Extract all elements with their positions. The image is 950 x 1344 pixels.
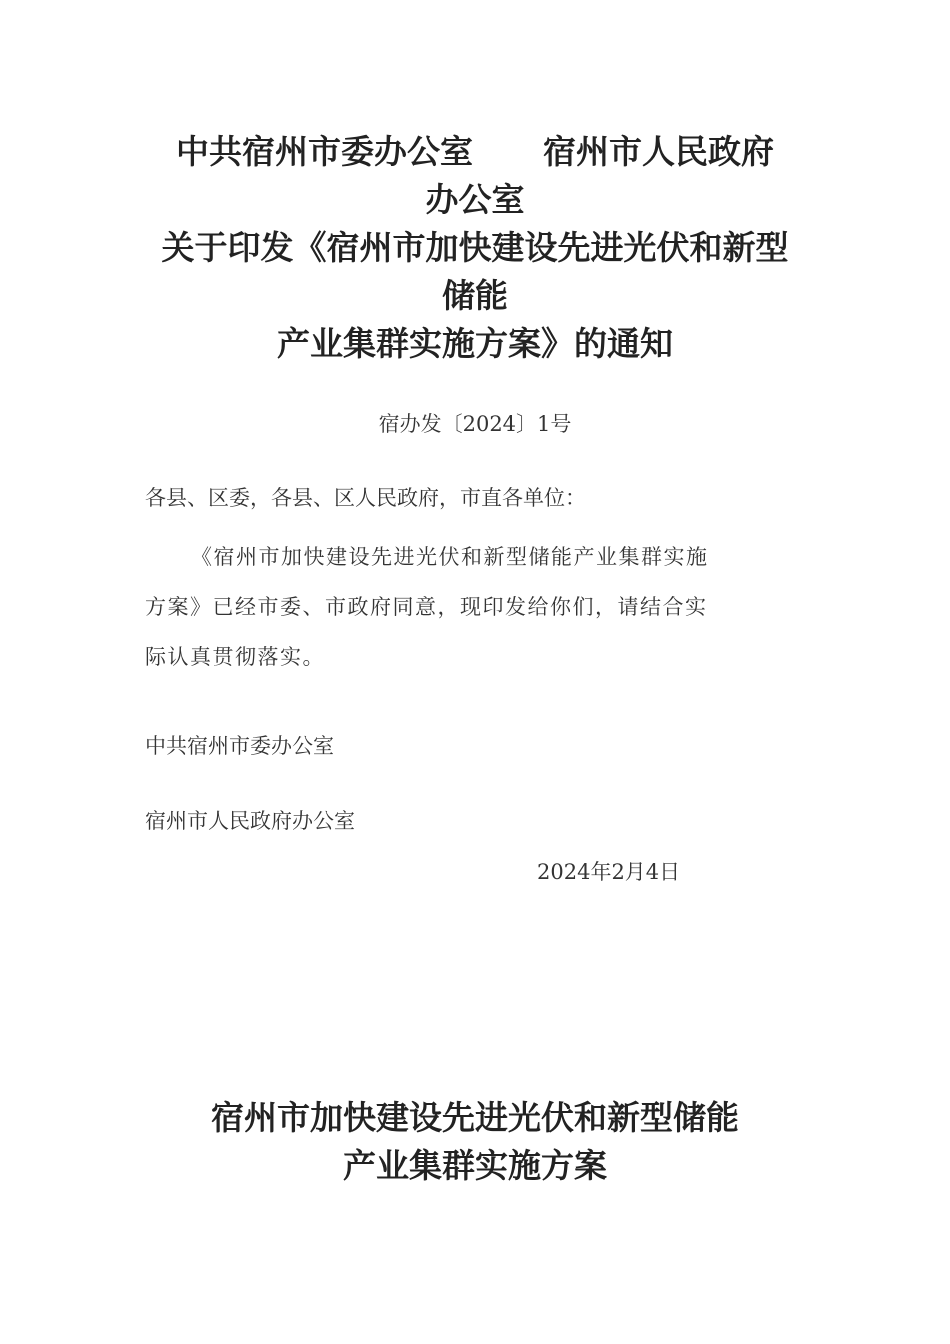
body-line-2: 方案》已经市委、市政府同意，现印发给你们，请结合实 bbox=[145, 595, 708, 619]
notice-title-line-3: 关于印发《宿州市加快建设先进光伏和新型 bbox=[161, 228, 789, 267]
body-line-1: 《宿州市加快建设先进光伏和新型储能产业集群实施 bbox=[191, 545, 709, 569]
notice-title bbox=[145, 128, 805, 368]
signer-party-office: 中共宿州市委办公室 bbox=[145, 734, 334, 758]
notice-title-line-1 bbox=[145, 128, 805, 176]
signer-government-office: 宿州市人民政府办公室 bbox=[145, 809, 355, 833]
body-paragraph bbox=[145, 532, 805, 682]
addressee: 各县、区委，各县、区人民政府，市直各单位： bbox=[145, 486, 586, 510]
plan-title bbox=[145, 1094, 805, 1190]
document-number: 宿办发〔2024〕1号 bbox=[378, 412, 572, 436]
notice-title-issuer-party: 中共宿州市委办公室 bbox=[176, 132, 473, 171]
body-line-3: 际认真贯彻落实。 bbox=[145, 645, 325, 669]
notice-title-line-2: 办公室 bbox=[425, 180, 525, 219]
notice-title-line-5: 产业集群实施方案》的通知 bbox=[277, 324, 673, 363]
issue-date: 2024年2月4日 bbox=[537, 860, 681, 884]
notice-title-issuer-government: 宿州市人民政府 bbox=[543, 132, 774, 171]
plan-title-line-2: 产业集群实施方案 bbox=[343, 1146, 607, 1185]
notice-title-line-4: 储能 bbox=[442, 276, 508, 315]
plan-title-line-1: 宿州市加快建设先进光伏和新型储能 bbox=[211, 1098, 739, 1137]
